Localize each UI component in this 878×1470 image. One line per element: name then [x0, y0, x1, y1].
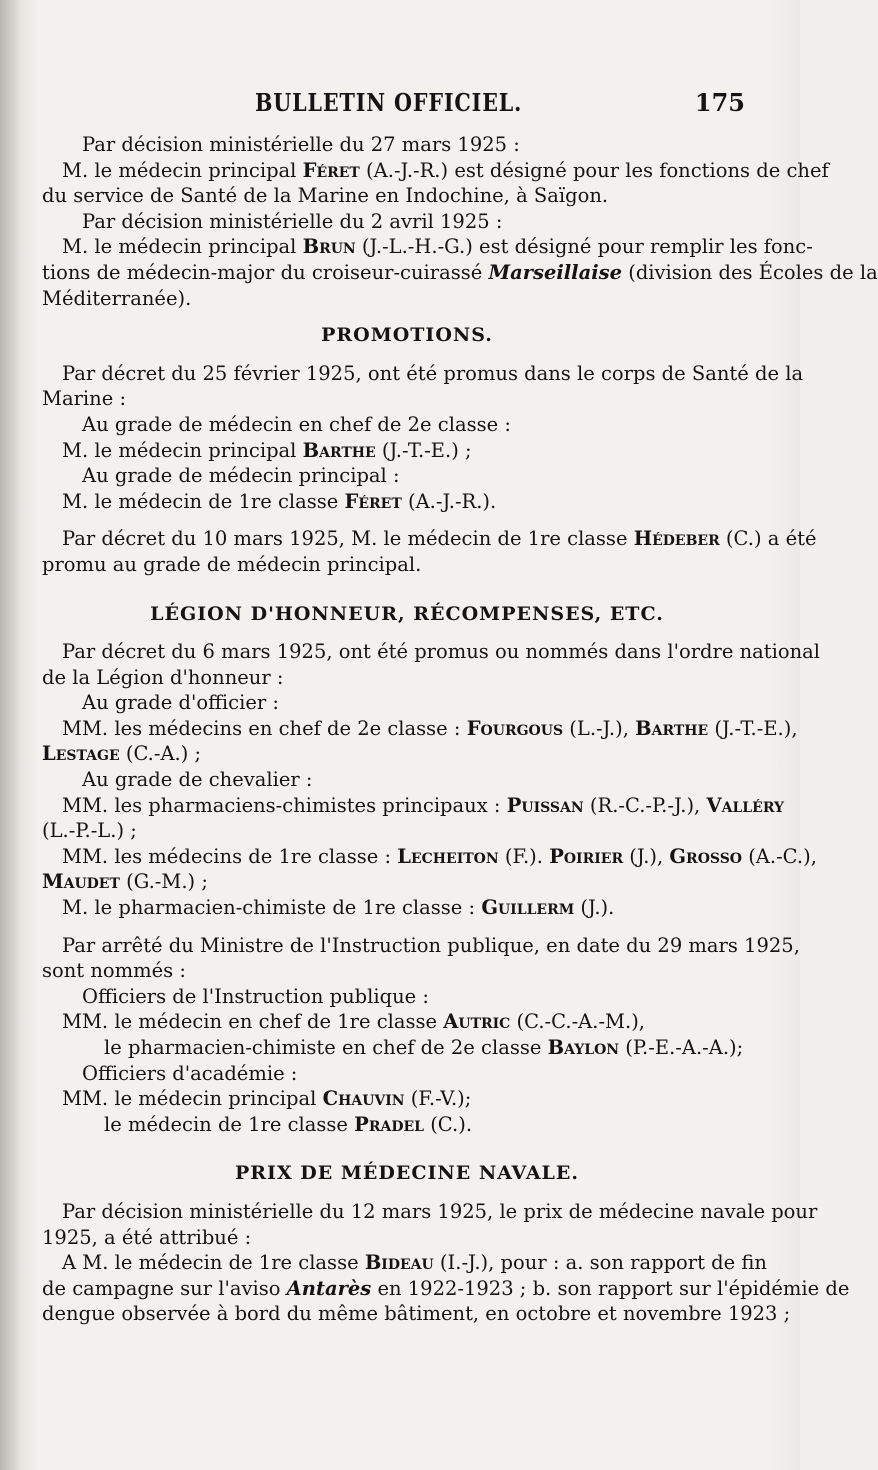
- text-line: M. le pharmacien-chimiste de 1re classe : Guillerm (J.).: [62, 896, 615, 920]
- text-line: M. le médecin principal Féret (A.-J.-R.) est désigné pour les fonctions de chef: [62, 158, 829, 182]
- text-line: M. le médecin principal Brun (J.-L.-H.-G.) est désigné pour remplir les fonc-: [62, 235, 813, 259]
- text-line: Par décision ministérielle du 27 mars 1925 :: [82, 133, 520, 156]
- text-line: sont nommés :: [42, 959, 186, 983]
- text-line: le médecin de 1re classe Pradel (C.).: [104, 1112, 473, 1136]
- text-line: dengue observée à bord du même bâtiment, en octobre et novembre 1923 ;: [42, 1302, 791, 1326]
- surname: Fourgous: [466, 716, 564, 740]
- surname: Barthe: [635, 716, 709, 740]
- surname: Pradel: [354, 1112, 424, 1136]
- surname: Puissan: [506, 793, 584, 817]
- text-line: MM. les médecins en chef de 2e classe : Fourgous (L.-J.), Barthe (J.-T.-E.),: [62, 716, 798, 740]
- text-line: Par décision ministérielle du 12 mars 1925, le prix de médecine navale pour: [62, 1199, 818, 1223]
- surname: Guillerm: [481, 896, 575, 920]
- text-line: Par décret du 6 mars 1925, ont été promus ou nommés dans l'ordre national: [62, 640, 821, 664]
- surname: Grosso: [669, 844, 742, 868]
- text-line: A M. le médecin de 1re classe Bideau (I.-J.), pour : a. son rapport de fin: [62, 1251, 767, 1275]
- text-line: (L.-P.-L.) ;: [42, 819, 137, 843]
- bulletin-title: BULLETIN OFFICIEL.: [255, 88, 523, 117]
- text-line: le pharmacien-chimiste en chef de 2e classe Baylon (P.-E.-A.-A.);: [104, 1036, 744, 1059]
- text-line: Au grade de médecin en chef de 2e classe :: [82, 412, 511, 436]
- text-line: Au grade de chevalier :: [82, 768, 313, 792]
- section-heading-prix: PRIX DE MÉDECINE NAVALE.: [234, 1162, 580, 1185]
- text-line: Par arrêté du Ministre de l'Instruction publique, en date du 29 mars 1925,: [62, 933, 800, 957]
- ship-name: Antarès: [286, 1276, 372, 1300]
- text-line: M. le médecin de 1re classe Féret (A.-J.-R.).: [62, 489, 497, 513]
- page-number: 175: [694, 88, 745, 117]
- surname: Poirier: [549, 844, 624, 868]
- text-line: du service de Santé de la Marine en Indochine, à Saïgon.: [42, 184, 609, 208]
- surname: Barthe: [302, 438, 376, 462]
- text-line: MM. le médecin principal Chauvin (F.-V.);: [62, 1087, 472, 1111]
- text-line: M. le médecin principal Barthe (J.-T.-E.) ;: [62, 438, 472, 462]
- section-heading-promotions: PROMOTIONS.: [321, 324, 493, 347]
- text-line: Lestage (C.-A.) ;: [42, 742, 202, 766]
- text-line: MM. le médecin en chef de 1re classe Autric (C.-C.-A.-M.),: [62, 1010, 645, 1034]
- text-line: Au grade de médecin principal :: [82, 464, 400, 488]
- text-line: Maudet (G.-M.) ;: [42, 870, 208, 894]
- text-line: de campagne sur l'aviso Antarès en 1922-1923 ; b. son rapport sur l'épidémie de: [42, 1276, 850, 1300]
- text-line: Marine :: [42, 387, 127, 411]
- text-line: Par décret du 10 mars 1925, M. le médecin de 1re classe Hédeber (C.) a été: [62, 527, 817, 551]
- surname: Hédeber: [633, 527, 720, 551]
- surname: Baylon: [547, 1036, 620, 1059]
- surname: Maudet: [42, 870, 120, 894]
- surname: Brun: [302, 235, 356, 259]
- surname: Lestage: [42, 742, 120, 766]
- surname: Autric: [443, 1010, 511, 1034]
- text-line: Méditerranée).: [42, 286, 192, 310]
- surname: Chauvin: [322, 1087, 405, 1111]
- surname: Bideau: [364, 1251, 434, 1275]
- surname: Féret: [344, 489, 402, 513]
- section-heading-legion: LÉGION D'HONNEUR, RÉCOMPENSES, ETC.: [150, 602, 664, 625]
- text-line: Par décret du 25 février 1925, ont été promus dans le corps de Santé de la: [62, 361, 804, 385]
- text-line: Officiers d'académie :: [82, 1061, 298, 1085]
- ship-name: Marseillaise: [488, 260, 623, 284]
- surname: Lecheiton: [397, 844, 499, 868]
- text-line: de la Légion d'honneur :: [42, 665, 284, 689]
- text-line: Au grade d'officier :: [82, 691, 279, 715]
- text-line: MM. les médecins de 1re classe : Lecheiton (F.). Poirier (J.), Grosso (A.-C.),: [62, 844, 817, 868]
- text-line: Officiers de l'Instruction publique :: [82, 984, 429, 1008]
- body-text: [42, 132, 878, 1327]
- surname: Valléry: [706, 793, 785, 817]
- text-line: tions de médecin-major du croiseur-cuirassé Marseillaise (division des Écoles de la: [42, 260, 878, 284]
- surname: Féret: [302, 158, 360, 182]
- text-line: 1925, a été attribué :: [42, 1225, 252, 1249]
- text-line: MM. les pharmaciens-chimistes principaux : Puissan (R.-C.-P.-J.), Valléry: [62, 793, 785, 817]
- page-header: [255, 88, 745, 128]
- text-line: promu au grade de médecin principal.: [42, 552, 422, 576]
- text-line: Par décision ministérielle du 2 avril 1925 :: [82, 209, 503, 233]
